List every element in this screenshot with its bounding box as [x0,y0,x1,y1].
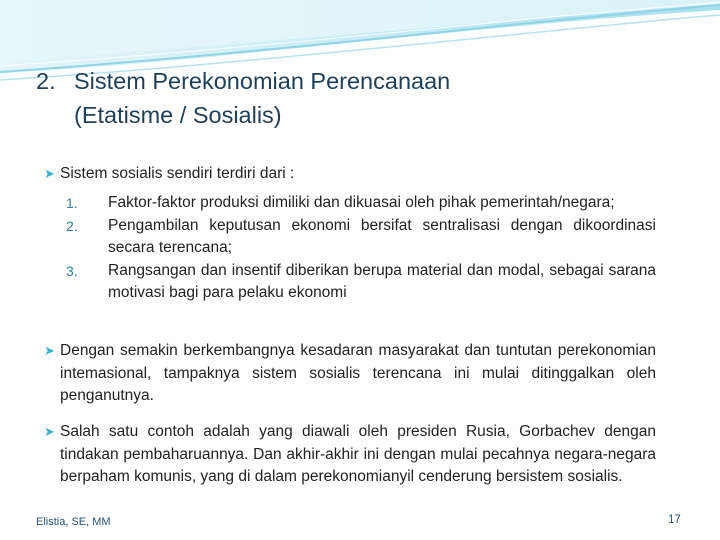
bullet-arrow-icon: ➤ [44,343,55,358]
list-text: Faktor-faktor produksi dimiliki dan dikuasai oleh pihak pemerintah/negara; [108,194,615,211]
list-item [66,215,656,260]
bullet-item [44,340,656,408]
list-item [66,192,656,215]
bullet-arrow-icon: ➤ [44,424,55,439]
bullet-text: Salah satu contoh adalah yang diawali oleh presiden Rusia, Gorbachev dengan tindakan pembaharuannya. Dan akhir-akhir ini dengan mulai pecahnya negara-negara berpaham komunis, yang di dalam perekonomianyil cenderung bersistem sosialis. [60,423,656,485]
list-number: 2. [66,217,78,234]
bullet-arrow-icon: ➤ [44,166,55,181]
title-line1: Sistem Perekonomian Perencanaan [74,68,451,94]
footer-author: Elistia, SE, MM [36,516,111,528]
list-text: Rangsangan dan insentif diberikan berupa material dan modal, sebagai sarana motivasi bagi para pelaku ekonomi [108,261,656,301]
bullet-text: Sistem sosialis sendiri terdiri dari : [60,165,295,182]
list-number: 1. [66,195,78,211]
bullet-item [44,163,694,186]
page-number: 17 [668,514,681,526]
numbered-list [66,192,656,305]
list-item [66,260,656,305]
slide-title [36,64,450,132]
title-line2: (Etatisme / Sosialis) [74,102,282,128]
title-number: 2. [36,68,56,94]
bullet-item [44,421,656,489]
list-number: 3. [66,262,78,279]
list-text: Pengambilan keputusan ekonomi bersifat sentralisasi dengan dikoordinasi secara terencana; [108,216,656,256]
bullet-text: Dengan semakin berkembangnya kesadaran masyarakat dan tuntutan perekonomian intemasional, tampaknya sistem sosialis terencana ini mulai ditinggalkan oleh penganutnya. [60,342,656,404]
